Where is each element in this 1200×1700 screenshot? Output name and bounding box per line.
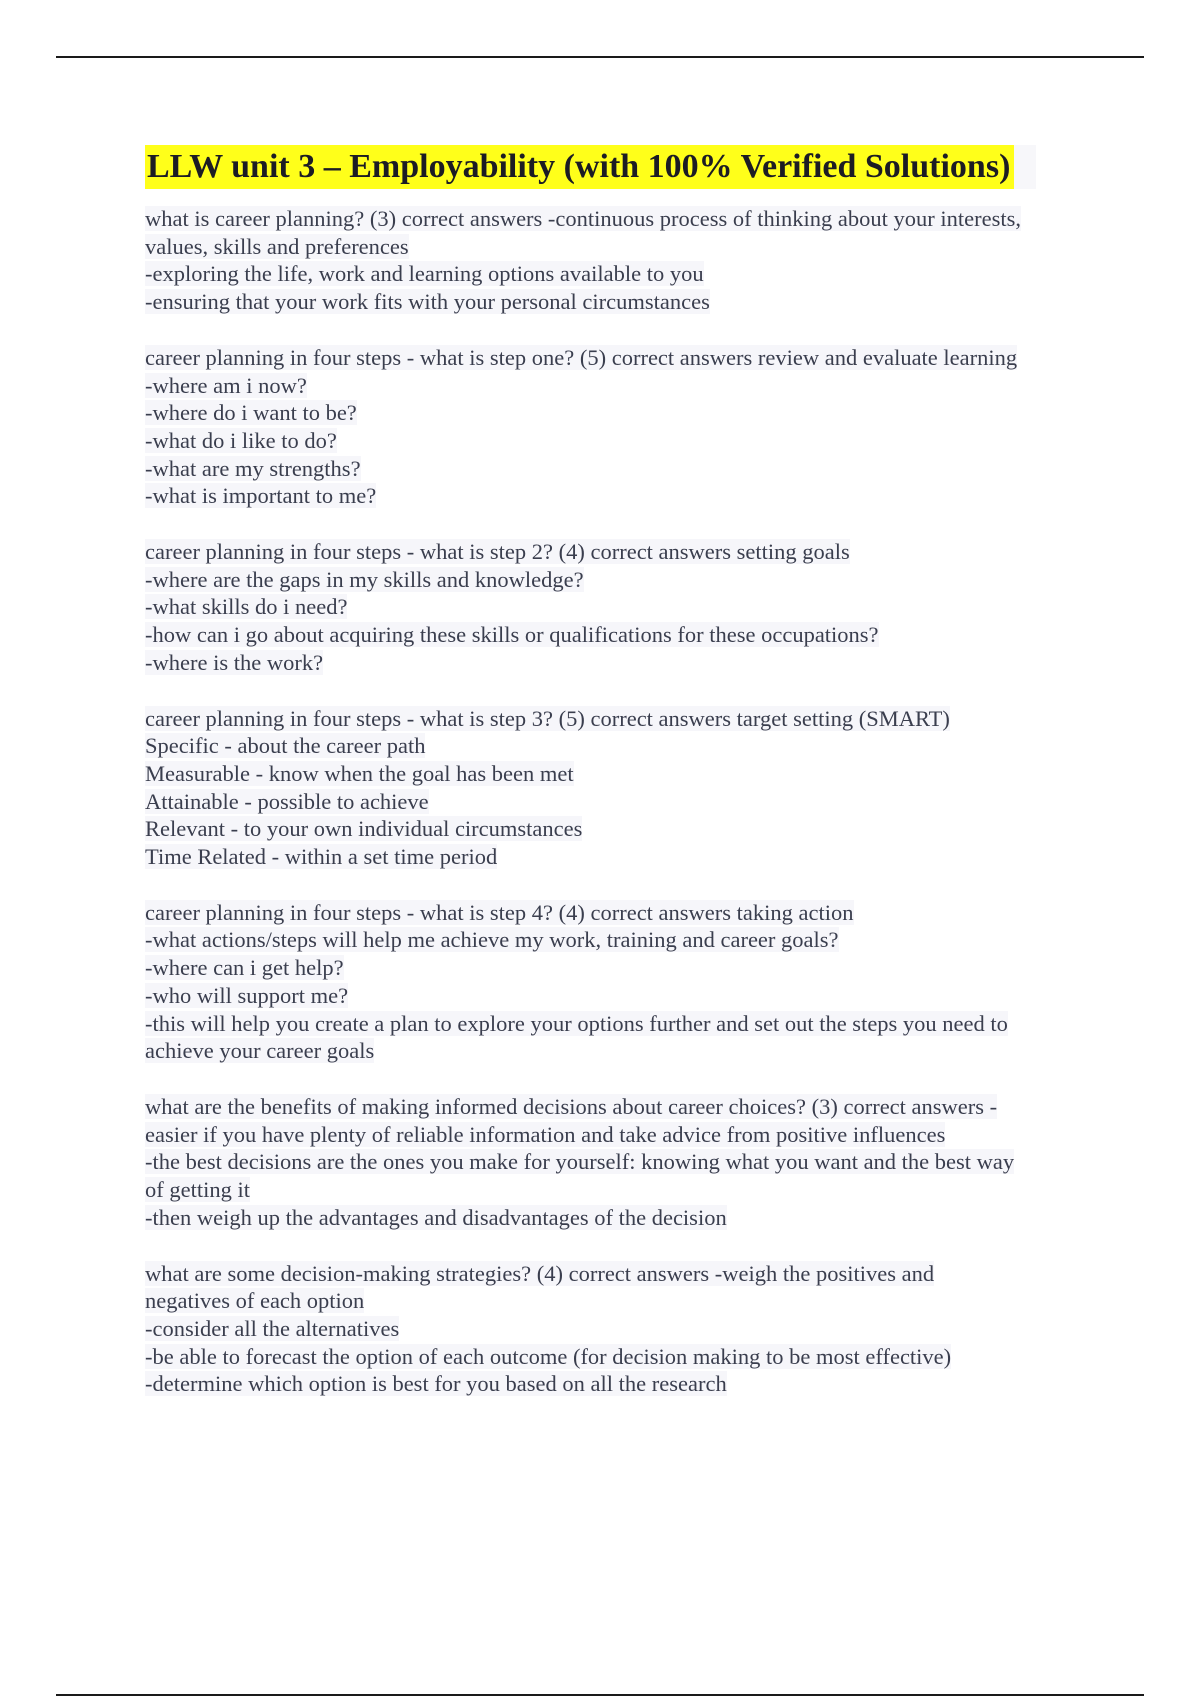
qa-line-text: Measurable - know when the goal has been met bbox=[145, 760, 574, 786]
page-top-rule bbox=[56, 56, 1144, 58]
qa-line bbox=[145, 260, 1090, 288]
qa-line bbox=[145, 926, 1090, 954]
qa-line-text: -what do i like to do? bbox=[145, 427, 337, 453]
qa-line bbox=[145, 1121, 1090, 1149]
qa-line-text: what are some decision-making strategies? (4) correct answers -weigh the positives and bbox=[145, 1260, 935, 1286]
qa-entry bbox=[145, 899, 1090, 1065]
qa-line-text: -what skills do i need? bbox=[145, 594, 348, 620]
qa-line-text: Time Related - within a set time period bbox=[145, 844, 498, 870]
qa-line bbox=[145, 1148, 1090, 1176]
qa-line bbox=[145, 649, 1090, 677]
qa-line-text: of getting it bbox=[145, 1177, 250, 1203]
qa-line bbox=[145, 982, 1090, 1010]
qa-line-text: career planning in four steps - what is step one? (5) correct answers review and evaluate learning bbox=[145, 344, 1018, 370]
qa-line-text: -be able to forecast the option of each outcome (for decision making to be most effective) bbox=[145, 1343, 952, 1369]
qa-line bbox=[145, 1010, 1090, 1038]
qa-line-text: -then weigh up the advantages and disadvantages of the decision bbox=[145, 1204, 727, 1230]
qa-line-text: achieve your career goals bbox=[145, 1038, 375, 1064]
qa-line bbox=[145, 760, 1090, 788]
qa-line bbox=[145, 899, 1090, 927]
qa-line bbox=[145, 593, 1090, 621]
qa-line-text: -exploring the life, work and learning options available to you bbox=[145, 261, 704, 287]
qa-line-text: what are the benefits of making informed decisions about career choices? (3) correct answers - bbox=[145, 1093, 998, 1119]
qa-list bbox=[145, 205, 1090, 1398]
qa-entry bbox=[145, 344, 1090, 510]
qa-line bbox=[145, 621, 1090, 649]
qa-line-text: -this will help you create a plan to explore your options further and set out the steps you need to bbox=[145, 1010, 1008, 1036]
document-body bbox=[145, 145, 1090, 1426]
qa-line-text: -what is important to me? bbox=[145, 483, 377, 509]
qa-line-text: -determine which option is best for you based on all the research bbox=[145, 1371, 727, 1397]
document-title: LLW unit 3 – Employability (with 100% Verified Solutions) bbox=[145, 145, 1014, 189]
qa-entry bbox=[145, 538, 1090, 677]
qa-line bbox=[145, 954, 1090, 982]
qa-line-text: career planning in four steps - what is step 3? (5) correct answers target setting (SMART) bbox=[145, 705, 950, 731]
qa-line bbox=[145, 455, 1090, 483]
qa-line bbox=[145, 399, 1090, 427]
qa-line-text: career planning in four steps - what is step 4? (4) correct answers taking action bbox=[145, 899, 854, 925]
qa-line bbox=[145, 1287, 1090, 1315]
qa-line bbox=[145, 538, 1090, 566]
qa-line-text: negatives of each option bbox=[145, 1288, 365, 1314]
qa-line-text: easier if you have plenty of reliable information and take advice from positive influences bbox=[145, 1121, 946, 1147]
qa-line-text: -where am i now? bbox=[145, 372, 307, 398]
qa-line bbox=[145, 288, 1090, 316]
qa-line-text: -where are the gaps in my skills and knowledge? bbox=[145, 566, 584, 592]
qa-line-text: -what are my strengths? bbox=[145, 455, 361, 481]
qa-entry bbox=[145, 205, 1090, 316]
qa-line bbox=[145, 233, 1090, 261]
qa-line bbox=[145, 1037, 1090, 1065]
qa-line bbox=[145, 1370, 1090, 1398]
qa-line-text: values, skills and preferences bbox=[145, 233, 409, 259]
qa-line-text: Specific - about the career path bbox=[145, 733, 426, 759]
title-block bbox=[145, 145, 1036, 189]
qa-line bbox=[145, 815, 1090, 843]
page-bottom-rule bbox=[56, 1694, 1144, 1696]
qa-line-text: -consider all the alternatives bbox=[145, 1315, 400, 1341]
qa-line bbox=[145, 732, 1090, 760]
qa-line bbox=[145, 1260, 1090, 1288]
qa-line-text: Attainable - possible to achieve bbox=[145, 788, 429, 814]
qa-line bbox=[145, 705, 1090, 733]
qa-line bbox=[145, 1343, 1090, 1371]
qa-line bbox=[145, 843, 1090, 871]
qa-entry bbox=[145, 705, 1090, 871]
qa-line-text: -who will support me? bbox=[145, 982, 349, 1008]
qa-line bbox=[145, 566, 1090, 594]
qa-line-text: -what actions/steps will help me achieve my work, training and career goals? bbox=[145, 927, 839, 953]
qa-line bbox=[145, 482, 1090, 510]
qa-line bbox=[145, 1315, 1090, 1343]
qa-line-text: what is career planning? (3) correct answers -continuous process of thinking about your interests, bbox=[145, 206, 1021, 231]
qa-line-text: -where can i get help? bbox=[145, 955, 344, 981]
qa-line-text: -how can i go about acquiring these skills or qualifications for these occupations? bbox=[145, 622, 879, 648]
qa-line bbox=[145, 1204, 1090, 1232]
qa-line bbox=[145, 1093, 1090, 1121]
qa-line-text: -the best decisions are the ones you make for yourself: knowing what you want and the best way bbox=[145, 1149, 1015, 1175]
qa-line-text: -where is the work? bbox=[145, 649, 324, 675]
qa-line-text: -where do i want to be? bbox=[145, 400, 357, 426]
qa-line-text: Relevant - to your own individual circumstances bbox=[145, 816, 583, 842]
qa-line bbox=[145, 344, 1090, 372]
qa-line bbox=[145, 427, 1090, 455]
qa-line-text: career planning in four steps - what is step 2? (4) correct answers setting goals bbox=[145, 539, 850, 565]
qa-entry bbox=[145, 1260, 1090, 1399]
qa-line bbox=[145, 372, 1090, 400]
qa-line bbox=[145, 205, 1090, 233]
qa-line bbox=[145, 788, 1090, 816]
qa-line-text: -ensuring that your work fits with your personal circumstances bbox=[145, 289, 710, 315]
qa-line bbox=[145, 1176, 1090, 1204]
qa-entry bbox=[145, 1093, 1090, 1232]
